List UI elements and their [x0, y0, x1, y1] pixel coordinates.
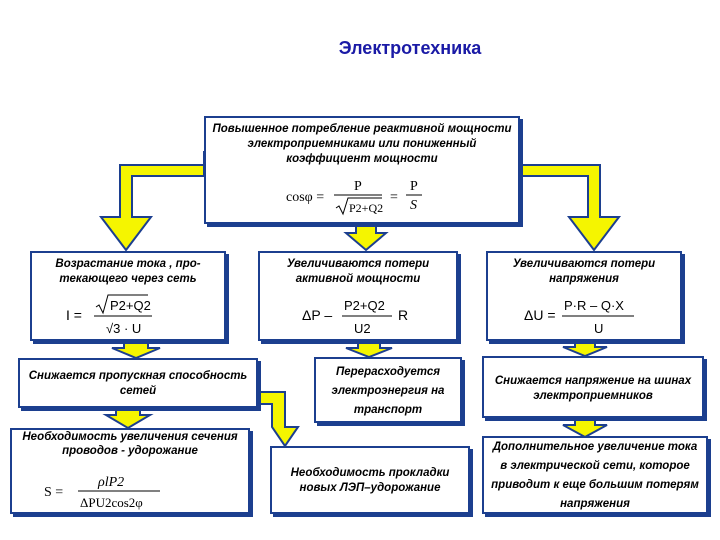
box-extra-losses	[482, 436, 708, 514]
formula-current	[62, 293, 202, 339]
formula-voltage	[522, 293, 672, 339]
formula-current-lhs: I =	[66, 307, 82, 323]
formula-cos-num2: P	[410, 179, 418, 194]
page-title: Электротехника	[338, 38, 482, 58]
formula-current-den: √3 · U	[106, 321, 142, 336]
box-reactive-power	[204, 116, 520, 224]
formula-section	[42, 474, 212, 512]
formula-cos-num1: P	[354, 179, 362, 194]
arrow-right-to-losses	[563, 419, 607, 437]
box-current-increase-text: Возрастание тока , про-текающего через сеть	[55, 258, 201, 285]
box-wire-section	[10, 428, 250, 514]
box-capacity-reduced	[18, 358, 258, 408]
formula-voltage-den: U	[594, 321, 604, 336]
arrow-top-to-left	[101, 151, 204, 250]
formula-section-num: ρlP2	[98, 475, 125, 490]
formula-cos-den2: S	[410, 198, 417, 213]
box-active-power-loss	[258, 251, 458, 341]
formula-section-lhs: S =	[44, 485, 64, 500]
box-new-lines	[270, 446, 470, 514]
formula-current-num: P2+Q2	[110, 298, 151, 313]
box-energy-overuse-text: Перерасходуется электроэнергия на транспорт	[331, 366, 445, 416]
arrow-right-down	[563, 342, 607, 356]
formula-cos-eq: =	[390, 190, 398, 205]
box-active-power-loss-text: Увеличиваются потери активной мощности	[286, 258, 430, 285]
arrow-left-to-section	[106, 409, 150, 428]
formula-voltage-num: P·R – Q·X	[564, 298, 624, 313]
box-wire-section-text: Необходимость увеличения сечения проводов - удорожание	[22, 431, 238, 457]
formula-power-lhs: ΔP –	[302, 307, 333, 323]
formula-section-den: ΔPU2cos2φ	[80, 495, 143, 510]
arrow-top-to-right	[520, 151, 619, 250]
formula-power-den: U2	[354, 321, 371, 336]
arrow-top-to-middle	[346, 225, 386, 250]
box-busbar-voltage	[482, 356, 704, 418]
formula-cos-phi	[286, 176, 446, 218]
arrow-left-down	[112, 342, 160, 358]
arrow-middle-down	[346, 342, 392, 357]
formula-active-power	[300, 293, 450, 339]
box-capacity-reduced-text: Снижается пропускная способность сетей	[28, 370, 248, 397]
formula-power-rhs: R	[398, 307, 409, 323]
arrow-left-to-middle-lines	[258, 392, 298, 446]
box-busbar-voltage-text: Снижается напряжение на шинах электроприемников	[494, 375, 692, 402]
box-new-lines-text: Необходимость прокладки новых ЛЭП–удорожание	[290, 467, 450, 494]
box-current-increase	[30, 251, 226, 341]
box-reactive-power-text: Повышенное потребление реактивной мощности электроприемниками или пониженный коэффициент мощности	[212, 123, 512, 165]
formula-power-num: P2+Q2	[344, 298, 385, 313]
formula-cos-lhs: cosφ =	[286, 190, 325, 205]
box-voltage-loss-text: Увеличиваются потери напряжения	[512, 258, 656, 285]
box-energy-overuse	[314, 357, 462, 423]
box-voltage-loss	[486, 251, 682, 341]
formula-voltage-lhs: ΔU =	[524, 307, 556, 323]
formula-cos-den1: P2+Q2	[349, 201, 384, 215]
box-extra-losses-text: Дополнительное увеличение тока в электрической сети, которое приводит к еще большим потерям напряжения	[491, 441, 699, 510]
